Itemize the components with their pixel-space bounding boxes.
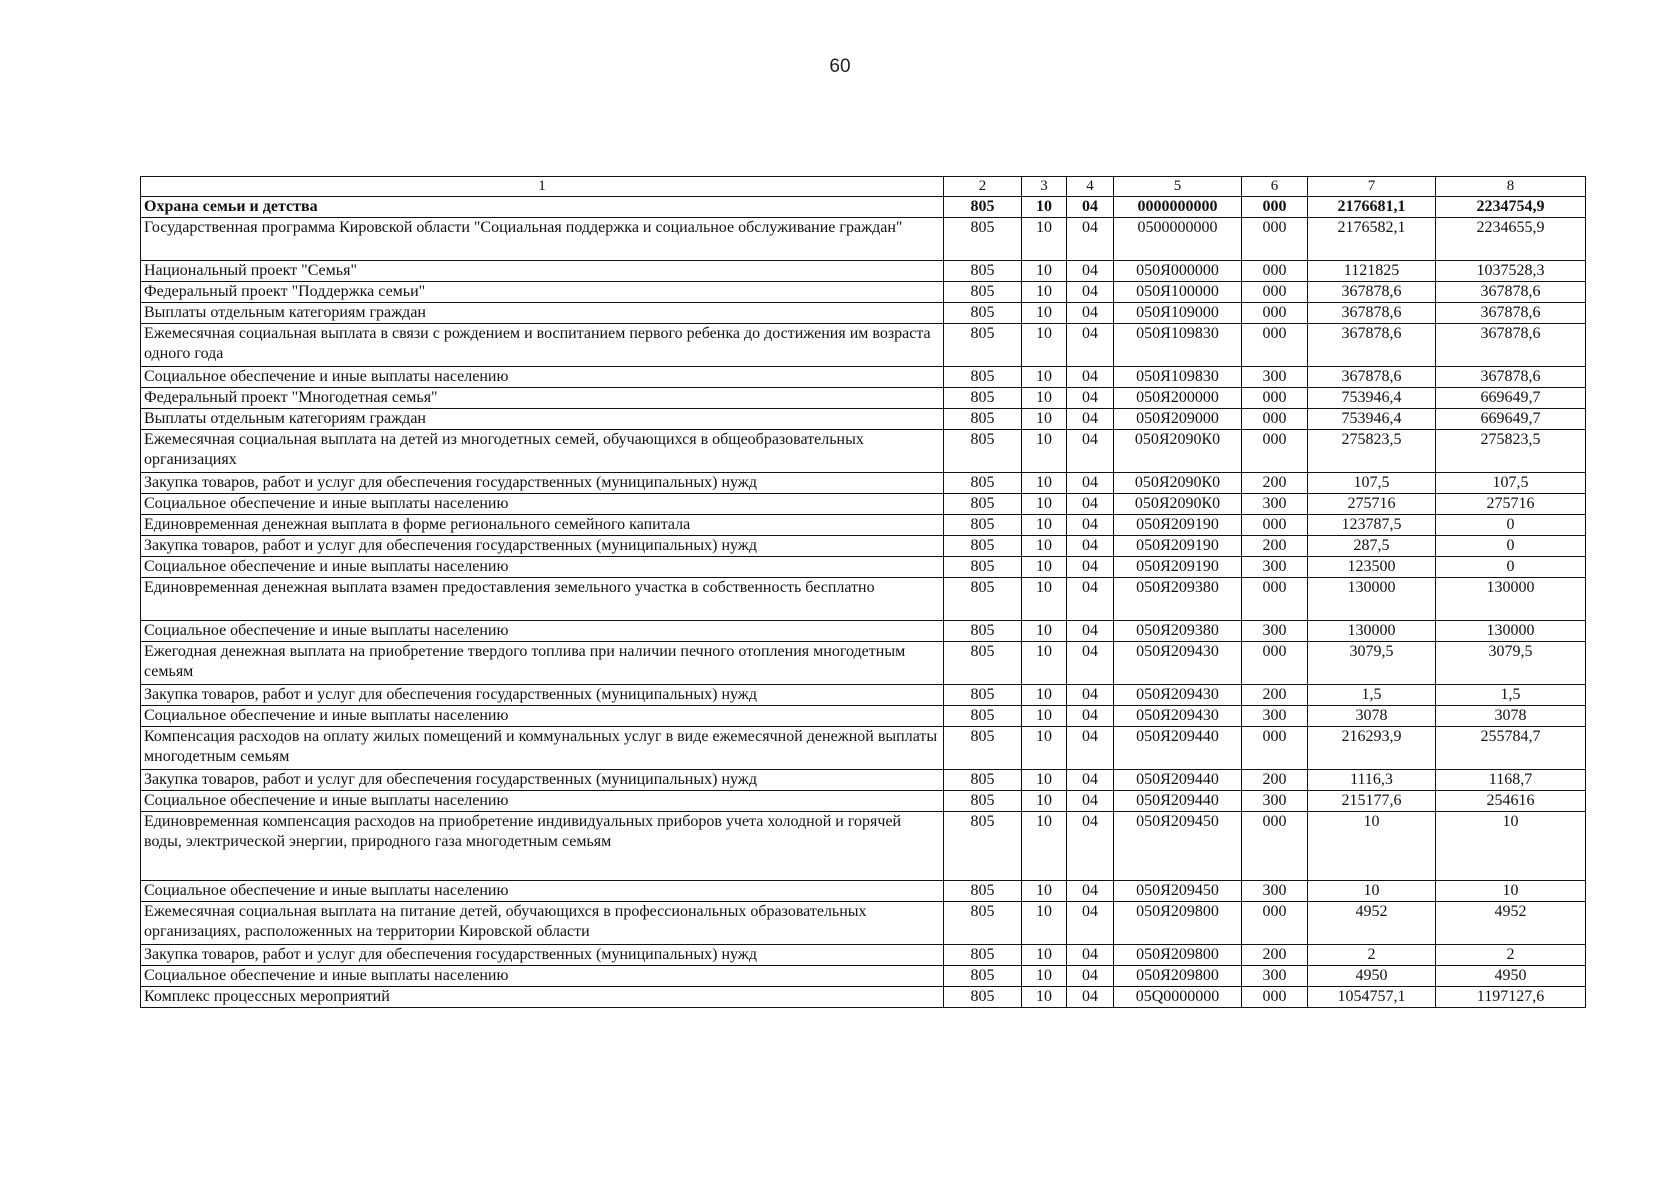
row-name-cell: Единовременная денежная выплата взамен предоставления земельного участка в собственность бесплатно [141,578,944,621]
admin-code-cell: 805 [944,685,1022,706]
subsection-cell: 04 [1067,494,1114,515]
subsection-cell: 04 [1067,367,1114,388]
target-article-cell: 050Я209190 [1114,515,1242,536]
amount-year2-cell: 130000 [1436,578,1586,621]
section-cell: 10 [1022,324,1067,367]
row-name-cell: Федеральный проект "Многодетная семья" [141,388,944,409]
table-body [141,197,1586,1008]
amount-year1-cell: 123787,5 [1308,515,1436,536]
amount-year2-cell: 3078 [1436,706,1586,727]
amount-year2-cell: 4952 [1436,902,1586,945]
row-name-cell: Социальное обеспечение и иные выплаты населению [141,621,944,642]
amount-year1-cell: 1121825 [1308,261,1436,282]
admin-code-cell: 805 [944,881,1022,902]
amount-year1-cell: 367878,6 [1308,324,1436,367]
target-article-cell: 050Я2090К0 [1114,473,1242,494]
target-article-cell: 050Я109830 [1114,367,1242,388]
amount-year2-cell: 0 [1436,536,1586,557]
amount-year1-cell: 275823,5 [1308,430,1436,473]
subsection-cell: 04 [1067,706,1114,727]
section-cell: 10 [1022,197,1067,218]
amount-year1-cell: 2176681,1 [1308,197,1436,218]
admin-code-cell: 805 [944,706,1022,727]
section-cell: 10 [1022,409,1067,430]
admin-code-cell: 805 [944,197,1022,218]
subsection-cell: 04 [1067,536,1114,557]
amount-year1-cell: 1,5 [1308,685,1436,706]
section-cell: 10 [1022,536,1067,557]
table-row [141,791,1586,812]
row-name-cell: Социальное обеспечение и иные выплаты населению [141,966,944,987]
amount-year2-cell: 1168,7 [1436,770,1586,791]
subsection-cell: 04 [1067,282,1114,303]
table-row [141,685,1586,706]
subsection-cell: 04 [1067,473,1114,494]
subsection-cell: 04 [1067,515,1114,536]
subsection-cell: 04 [1067,881,1114,902]
admin-code-cell: 805 [944,494,1022,515]
table-row [141,902,1586,945]
table-row [141,324,1586,367]
target-article-cell: 050Я209450 [1114,812,1242,881]
section-cell: 10 [1022,706,1067,727]
target-article-cell: 050Я209440 [1114,727,1242,770]
section-cell: 10 [1022,473,1067,494]
section-cell: 10 [1022,261,1067,282]
target-article-cell: 050Я209380 [1114,621,1242,642]
admin-code-cell: 805 [944,388,1022,409]
table-row [141,770,1586,791]
row-name-cell: Ежемесячная социальная выплата на питание детей, обучающихся в профессиональных образовательных организациях, расположенных на территории Кировской области [141,902,944,945]
expense-type-cell: 200 [1242,685,1308,706]
table-row [141,282,1586,303]
row-name-cell: Единовременная компенсация расходов на приобретение индивидуальных приборов учета холодной и горячей воды, электрической энергии, природного газа многодетным семьям [141,812,944,881]
expense-type-cell: 300 [1242,966,1308,987]
table-row [141,430,1586,473]
admin-code-cell: 805 [944,282,1022,303]
expense-type-cell: 000 [1242,218,1308,261]
amount-year2-cell: 130000 [1436,621,1586,642]
amount-year2-cell: 254616 [1436,791,1586,812]
expense-type-cell: 000 [1242,261,1308,282]
expense-type-cell: 300 [1242,706,1308,727]
amount-year1-cell: 10 [1308,881,1436,902]
amount-year1-cell: 130000 [1308,621,1436,642]
section-cell: 10 [1022,303,1067,324]
section-cell: 10 [1022,430,1067,473]
amount-year1-cell: 4952 [1308,902,1436,945]
table-row [141,621,1586,642]
expense-type-cell: 000 [1242,324,1308,367]
amount-year2-cell: 669649,7 [1436,409,1586,430]
table-row [141,812,1586,881]
row-name-cell: Единовременная денежная выплата в форме регионального семейного капитала [141,515,944,536]
admin-code-cell: 805 [944,945,1022,966]
row-name-cell: Социальное обеспечение и иные выплаты населению [141,367,944,388]
expense-type-cell: 300 [1242,367,1308,388]
amount-year2-cell: 367878,6 [1436,303,1586,324]
subsection-cell: 04 [1067,409,1114,430]
target-article-cell: 050Я209000 [1114,409,1242,430]
admin-code-cell: 805 [944,536,1022,557]
section-cell: 10 [1022,902,1067,945]
target-article-cell: 0500000000 [1114,218,1242,261]
target-article-cell: 050Я2090К0 [1114,430,1242,473]
subsection-cell: 04 [1067,966,1114,987]
section-cell: 10 [1022,642,1067,685]
section-cell: 10 [1022,388,1067,409]
table-row [141,473,1586,494]
target-article-cell: 050Я109830 [1114,324,1242,367]
target-article-cell: 050Я100000 [1114,282,1242,303]
row-name-cell: Закупка товаров, работ и услуг для обеспечения государственных (муниципальных) нужд [141,536,944,557]
subsection-cell: 04 [1067,770,1114,791]
amount-year1-cell: 2176582,1 [1308,218,1436,261]
table-row [141,197,1586,218]
table-row [141,578,1586,621]
header-cell: 5 [1114,177,1242,197]
section-cell: 10 [1022,515,1067,536]
subsection-cell: 04 [1067,642,1114,685]
header-cell: 3 [1022,177,1067,197]
amount-year2-cell: 0 [1436,557,1586,578]
amount-year2-cell: 3079,5 [1436,642,1586,685]
section-cell: 10 [1022,557,1067,578]
row-name-cell: Закупка товаров, работ и услуг для обеспечения государственных (муниципальных) нужд [141,473,944,494]
expense-type-cell: 200 [1242,945,1308,966]
target-article-cell: 050Я209190 [1114,557,1242,578]
amount-year2-cell: 275716 [1436,494,1586,515]
table-row [141,642,1586,685]
admin-code-cell: 805 [944,578,1022,621]
admin-code-cell: 805 [944,218,1022,261]
header-row [141,177,1586,197]
amount-year1-cell: 130000 [1308,578,1436,621]
row-name-cell: Социальное обеспечение и иные выплаты населению [141,881,944,902]
subsection-cell: 04 [1067,261,1114,282]
admin-code-cell: 805 [944,473,1022,494]
amount-year2-cell: 669649,7 [1436,388,1586,409]
admin-code-cell: 805 [944,770,1022,791]
target-article-cell: 050Я209450 [1114,881,1242,902]
admin-code-cell: 805 [944,621,1022,642]
subsection-cell: 04 [1067,945,1114,966]
subsection-cell: 04 [1067,791,1114,812]
expense-type-cell: 000 [1242,987,1308,1008]
amount-year2-cell: 1037528,3 [1436,261,1586,282]
target-article-cell: 050Я209430 [1114,642,1242,685]
target-article-cell: 050Я209380 [1114,578,1242,621]
table-row [141,367,1586,388]
subsection-cell: 04 [1067,388,1114,409]
admin-code-cell: 805 [944,430,1022,473]
table-row [141,261,1586,282]
row-name-cell: Закупка товаров, работ и услуг для обеспечения государственных (муниципальных) нужд [141,685,944,706]
amount-year1-cell: 367878,6 [1308,367,1436,388]
expense-type-cell: 000 [1242,515,1308,536]
section-cell: 10 [1022,770,1067,791]
header-cell: 6 [1242,177,1308,197]
expense-type-cell: 200 [1242,536,1308,557]
amount-year2-cell: 2234754,9 [1436,197,1586,218]
admin-code-cell: 805 [944,261,1022,282]
row-name-cell: Ежегодная денежная выплата на приобретение твердого топлива при наличии печного отопления многодетным семьям [141,642,944,685]
row-name-cell: Ежемесячная социальная выплата на детей из многодетных семей, обучающихся в общеобразовательных организациях [141,430,944,473]
admin-code-cell: 805 [944,966,1022,987]
table-row [141,727,1586,770]
admin-code-cell: 805 [944,642,1022,685]
admin-code-cell: 805 [944,557,1022,578]
table-row [141,706,1586,727]
section-cell: 10 [1022,881,1067,902]
expense-type-cell: 000 [1242,902,1308,945]
target-article-cell: 050Я200000 [1114,388,1242,409]
section-cell: 10 [1022,791,1067,812]
row-name-cell: Комплекс процессных мероприятий [141,987,944,1008]
row-name-cell: Социальное обеспечение и иные выплаты населению [141,494,944,515]
target-article-cell: 05Q0000000 [1114,987,1242,1008]
table-row [141,388,1586,409]
amount-year2-cell: 10 [1436,812,1586,881]
target-article-cell: 050Я209800 [1114,966,1242,987]
row-name-cell: Закупка товаров, работ и услуг для обеспечения государственных (муниципальных) нужд [141,945,944,966]
amount-year1-cell: 215177,6 [1308,791,1436,812]
amount-year1-cell: 216293,9 [1308,727,1436,770]
expense-type-cell: 000 [1242,727,1308,770]
table-row [141,987,1586,1008]
admin-code-cell: 805 [944,367,1022,388]
subsection-cell: 04 [1067,430,1114,473]
target-article-cell: 050Я209440 [1114,770,1242,791]
admin-code-cell: 805 [944,987,1022,1008]
table-row [141,966,1586,987]
expense-type-cell: 200 [1242,473,1308,494]
subsection-cell: 04 [1067,685,1114,706]
amount-year1-cell: 1116,3 [1308,770,1436,791]
subsection-cell: 04 [1067,621,1114,642]
subsection-cell: 04 [1067,324,1114,367]
table-row [141,515,1586,536]
amount-year2-cell: 2234655,9 [1436,218,1586,261]
target-article-cell: 0000000000 [1114,197,1242,218]
row-name-cell: Закупка товаров, работ и услуг для обеспечения государственных (муниципальных) нужд [141,770,944,791]
row-name-cell: Социальное обеспечение и иные выплаты населению [141,791,944,812]
section-cell: 10 [1022,367,1067,388]
table-row [141,881,1586,902]
table-row [141,945,1586,966]
amount-year1-cell: 123500 [1308,557,1436,578]
subsection-cell: 04 [1067,197,1114,218]
amount-year1-cell: 1054757,1 [1308,987,1436,1008]
subsection-cell: 04 [1067,727,1114,770]
amount-year1-cell: 3078 [1308,706,1436,727]
expense-type-cell: 000 [1242,197,1308,218]
amount-year2-cell: 107,5 [1436,473,1586,494]
expense-type-cell: 300 [1242,557,1308,578]
amount-year2-cell: 4950 [1436,966,1586,987]
row-name-cell: Компенсация расходов на оплату жилых помещений и коммунальных услуг в виде ежемесячной денежной выплаты многодетным семьям [141,727,944,770]
expense-type-cell: 000 [1242,642,1308,685]
amount-year1-cell: 753946,4 [1308,409,1436,430]
table-row [141,218,1586,261]
table-row [141,536,1586,557]
amount-year2-cell: 367878,6 [1436,367,1586,388]
page-number: 60 [829,56,851,77]
subsection-cell: 04 [1067,987,1114,1008]
table-row [141,494,1586,515]
amount-year2-cell: 367878,6 [1436,324,1586,367]
header-cell: 4 [1067,177,1114,197]
amount-year1-cell: 367878,6 [1308,303,1436,324]
admin-code-cell: 805 [944,727,1022,770]
subsection-cell: 04 [1067,218,1114,261]
expense-type-cell: 000 [1242,578,1308,621]
header-cell: 1 [141,177,944,197]
section-cell: 10 [1022,966,1067,987]
row-name-cell: Национальный проект "Семья" [141,261,944,282]
expense-type-cell: 000 [1242,812,1308,881]
section-cell: 10 [1022,812,1067,881]
expense-type-cell: 000 [1242,282,1308,303]
admin-code-cell: 805 [944,515,1022,536]
admin-code-cell: 805 [944,812,1022,881]
amount-year2-cell: 275823,5 [1436,430,1586,473]
expense-type-cell: 000 [1242,430,1308,473]
table-row [141,557,1586,578]
subsection-cell: 04 [1067,303,1114,324]
expense-type-cell: 300 [1242,494,1308,515]
admin-code-cell: 805 [944,303,1022,324]
section-cell: 10 [1022,727,1067,770]
row-name-cell: Социальное обеспечение и иные выплаты населению [141,706,944,727]
amount-year2-cell: 2 [1436,945,1586,966]
amount-year2-cell: 255784,7 [1436,727,1586,770]
target-article-cell: 050Я000000 [1114,261,1242,282]
expense-type-cell: 200 [1242,770,1308,791]
header-cell: 2 [944,177,1022,197]
row-name-cell: Охрана семьи и детства [141,197,944,218]
amount-year1-cell: 3079,5 [1308,642,1436,685]
admin-code-cell: 805 [944,409,1022,430]
row-name-cell: Социальное обеспечение и иные выплаты населению [141,557,944,578]
amount-year1-cell: 107,5 [1308,473,1436,494]
row-name-cell: Федеральный проект "Поддержка семьи" [141,282,944,303]
amount-year1-cell: 287,5 [1308,536,1436,557]
section-cell: 10 [1022,945,1067,966]
section-cell: 10 [1022,218,1067,261]
section-cell: 10 [1022,578,1067,621]
amount-year2-cell: 367878,6 [1436,282,1586,303]
row-name-cell: Выплаты отдельным категориям граждан [141,409,944,430]
amount-year2-cell: 10 [1436,881,1586,902]
row-name-cell: Ежемесячная социальная выплата в связи с рождением и воспитанием первого ребенка до достижения им возраста одного года [141,324,944,367]
expense-type-cell: 000 [1242,303,1308,324]
section-cell: 10 [1022,621,1067,642]
expense-type-cell: 300 [1242,621,1308,642]
section-cell: 10 [1022,685,1067,706]
target-article-cell: 050Я209430 [1114,685,1242,706]
amount-year1-cell: 4950 [1308,966,1436,987]
amount-year2-cell: 0 [1436,515,1586,536]
expense-type-cell: 300 [1242,791,1308,812]
header-cell: 7 [1308,177,1436,197]
amount-year2-cell: 1,5 [1436,685,1586,706]
amount-year2-cell: 1197127,6 [1436,987,1586,1008]
target-article-cell: 050Я2090К0 [1114,494,1242,515]
expense-type-cell: 000 [1242,409,1308,430]
target-article-cell: 050Я209190 [1114,536,1242,557]
subsection-cell: 04 [1067,812,1114,881]
budget-table [140,176,1586,1008]
subsection-cell: 04 [1067,902,1114,945]
header-cell: 8 [1436,177,1586,197]
section-cell: 10 [1022,987,1067,1008]
amount-year1-cell: 10 [1308,812,1436,881]
table-row [141,409,1586,430]
amount-year1-cell: 367878,6 [1308,282,1436,303]
amount-year1-cell: 753946,4 [1308,388,1436,409]
subsection-cell: 04 [1067,557,1114,578]
section-cell: 10 [1022,494,1067,515]
admin-code-cell: 805 [944,791,1022,812]
target-article-cell: 050Я109000 [1114,303,1242,324]
target-article-cell: 050Я209440 [1114,791,1242,812]
amount-year1-cell: 275716 [1308,494,1436,515]
amount-year1-cell: 2 [1308,945,1436,966]
target-article-cell: 050Я209800 [1114,945,1242,966]
expense-type-cell: 300 [1242,881,1308,902]
expense-type-cell: 000 [1242,388,1308,409]
row-name-cell: Государственная программа Кировской области "Социальная поддержка и социальное обслуживание граждан" [141,218,944,261]
row-name-cell: Выплаты отдельным категориям граждан [141,303,944,324]
admin-code-cell: 805 [944,902,1022,945]
section-cell: 10 [1022,282,1067,303]
target-article-cell: 050Я209800 [1114,902,1242,945]
table-row [141,303,1586,324]
subsection-cell: 04 [1067,578,1114,621]
target-article-cell: 050Я209430 [1114,706,1242,727]
admin-code-cell: 805 [944,324,1022,367]
